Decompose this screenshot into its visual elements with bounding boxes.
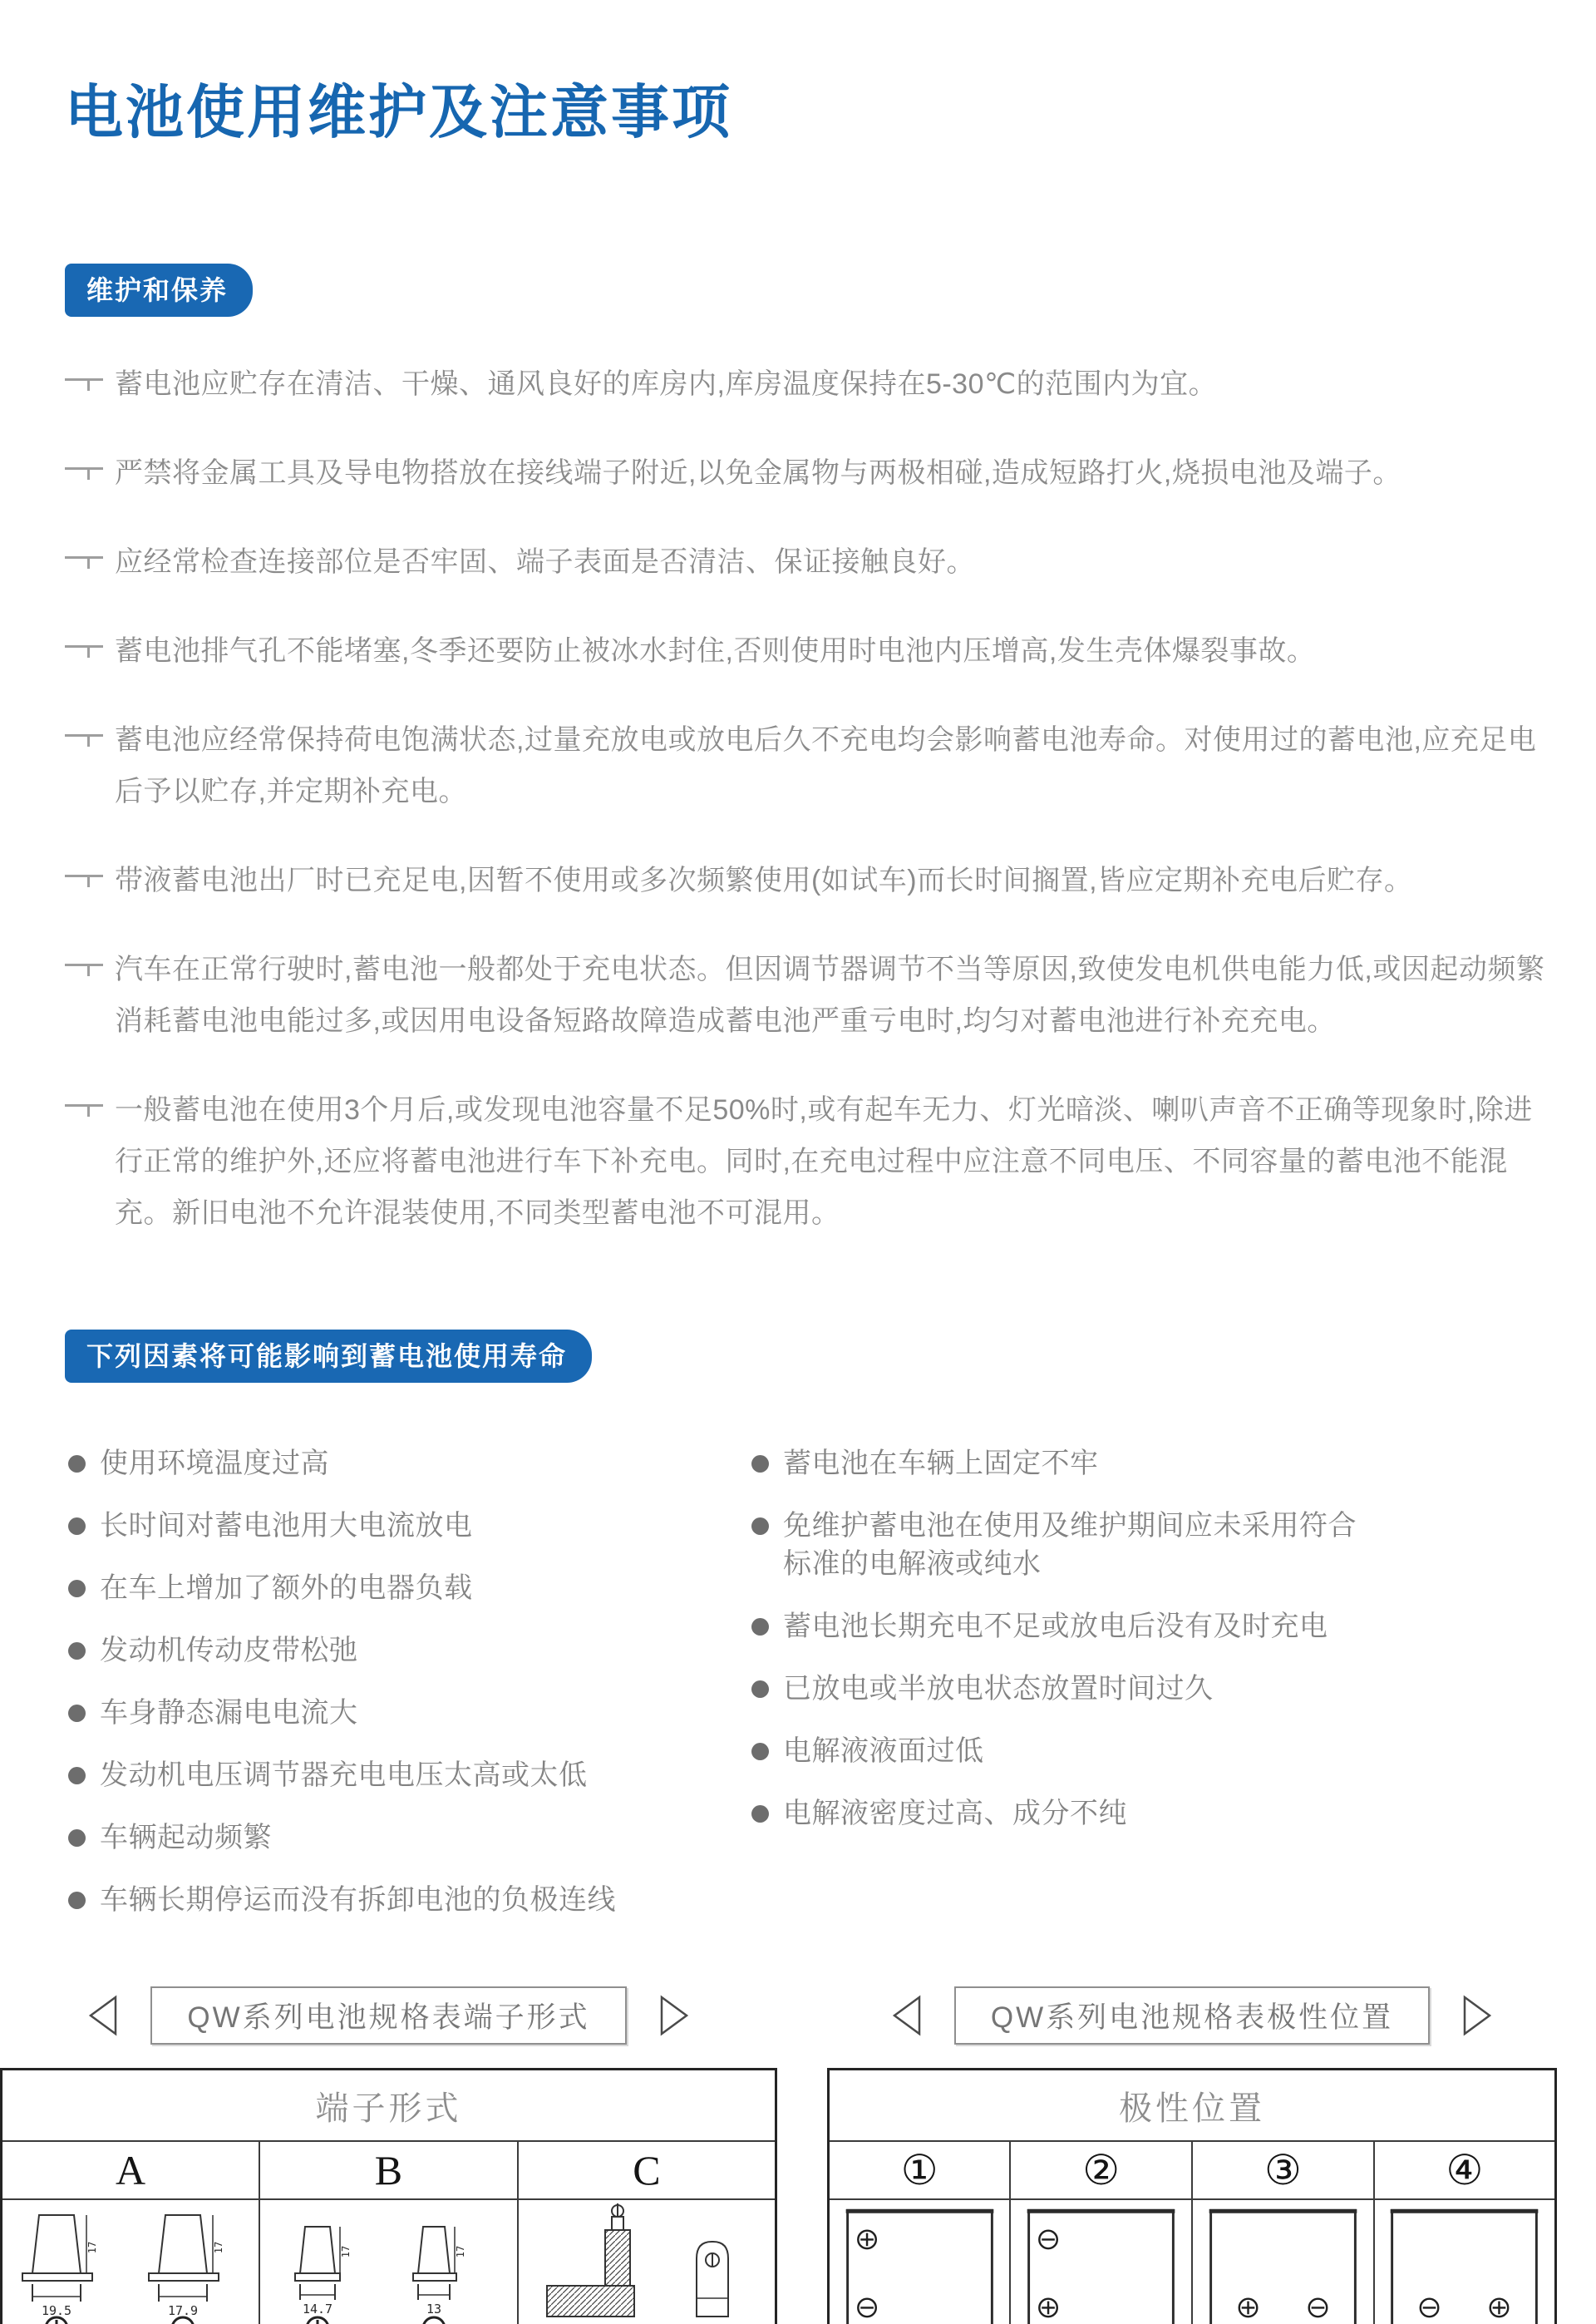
factors-left-column — [68, 1444, 751, 1943]
bullet-dot-icon — [68, 1767, 86, 1784]
maintenance-badge: 维护和保养 — [65, 264, 253, 317]
terminal-nav — [0, 1986, 777, 2045]
list-item — [68, 1756, 751, 1794]
terminal-table-title: 端子形式 — [2, 2070, 776, 2142]
factors-right-column — [751, 1444, 1367, 1943]
minus-terminal-icon — [1309, 2299, 1327, 2317]
list-item — [68, 1881, 751, 1919]
spec-tables-section — [0, 1986, 1596, 2324]
factors-columns — [68, 1444, 1546, 1943]
terminal-a-drawing — [6, 2200, 255, 2324]
minus-terminal-icon — [172, 2317, 194, 2324]
minus-terminal-icon — [1039, 2231, 1057, 2248]
dash-tick-icon — [65, 645, 103, 660]
maintenance-item-text: 蓄电池应贮存在清洁、干燥、通风良好的库房内,库房温度保持在5-30℃的范围内为宜。 — [115, 368, 1218, 400]
dash-tick-icon — [65, 734, 103, 749]
maintenance-item — [65, 447, 1546, 499]
terminal-table — [0, 2068, 777, 2324]
polarity-4-diagram — [1379, 2200, 1549, 2324]
terminal-c-cell — [518, 2199, 776, 2324]
bullet-dot-icon — [751, 1455, 769, 1473]
plus-terminal-icon — [1039, 2299, 1057, 2317]
maintenance-item-text: 一般蓄电池在使用3个月后,或发现电池容量不足50%时,或有起车无力、灯光暗淡、喇叭声音不正确等现象时,除进行正常的维护外,还应将蓄电池进行车下补充电。同时,在充电过程中应注意不同电压、不同容量的蓄电池不能混充。新旧电池不允许混装使用,不同类型蓄电池不可混用。 — [115, 1094, 1533, 1229]
polarity-2-cell — [1010, 2199, 1192, 2324]
list-item — [751, 1507, 1367, 1583]
bullet-dot-icon — [68, 1580, 86, 1597]
polarity-col-4: ④ — [1374, 2141, 1556, 2199]
maintenance-item — [65, 358, 1546, 410]
maintenance-item — [65, 625, 1546, 677]
polarity-1-cell — [829, 2199, 1011, 2324]
polarity-nav — [827, 1986, 1557, 2045]
factor-text: 长时间对蓄电池用大电流放电 — [100, 1510, 473, 1542]
bullet-dot-icon — [68, 1705, 86, 1722]
bullet-dot-icon — [68, 1829, 86, 1847]
polarity-table — [827, 2068, 1557, 2324]
maintenance-item — [65, 536, 1546, 588]
maintenance-list — [65, 358, 1546, 1239]
bullet-dot-icon — [751, 1743, 769, 1760]
dash-tick-icon — [65, 556, 103, 571]
factor-text: 使用环境温度过高 — [100, 1448, 329, 1479]
bullet-dot-icon — [751, 1805, 769, 1823]
list-item — [68, 1569, 751, 1607]
dim-label: 17 — [213, 2241, 225, 2254]
minus-terminal-icon — [423, 2317, 445, 2324]
list-item — [68, 1444, 751, 1483]
bullet-dot-icon — [751, 1517, 769, 1535]
maintenance-item-text: 蓄电池排气孔不能堵塞,冬季还要防止被冰水封住,否则使用时电池内压增高,发生壳体爆裂事故。 — [115, 635, 1316, 667]
polarity-col-2: ② — [1010, 2141, 1192, 2199]
list-item — [751, 1607, 1367, 1646]
maintenance-item-text: 严禁将金属工具及导电物搭放在接线端子附近,以免金属物与两极相碰,造成短路打火,烧损电池及端子。 — [115, 457, 1401, 489]
polarity-nav-label: QW系列电池规格表极性位置 — [954, 1986, 1430, 2045]
plus-terminal-icon — [1490, 2299, 1508, 2317]
dash-tick-icon — [65, 875, 103, 890]
maintenance-item-text: 汽车在正常行驶时,蓄电池一般都处于充电状态。但因调节器调节不当等原因,致使发电机供电能力低,或因起动频繁消耗蓄电池电能过多,或因用电设备短路故障造成蓄电池严重亏电时,均匀对蓄电池进行补充充电。 — [115, 954, 1545, 1037]
list-item — [68, 1818, 751, 1857]
page-title: 电池使用维护及注意事项 — [65, 80, 732, 145]
dash-tick-icon — [65, 1104, 103, 1119]
list-item — [751, 1794, 1367, 1833]
list-item — [751, 1732, 1367, 1770]
maintenance-item-text: 带液蓄电池出厂时已充足电,因暂不使用或多次频繁使用(如试车)而长时间搁置,皆应定期补充电后贮存。 — [115, 865, 1413, 896]
list-item — [68, 1694, 751, 1732]
nav-left-arrow-icon[interactable] — [87, 1995, 119, 2036]
factor-text: 车辆起动频繁 — [100, 1822, 272, 1853]
terminal-a-cell — [2, 2199, 260, 2324]
nav-right-arrow-icon[interactable] — [658, 1995, 690, 2036]
list-item — [751, 1670, 1367, 1708]
factor-text: 电解液密度过高、成分不纯 — [783, 1798, 1127, 1829]
factor-text: 发动机传动皮带松弛 — [100, 1635, 358, 1666]
maintenance-item-text: 应经常检查连接部位是否牢固、端子表面是否清洁、保证接触良好。 — [115, 546, 975, 578]
bullet-dot-icon — [68, 1455, 86, 1473]
maintenance-item — [65, 714, 1546, 817]
bullet-dot-icon — [68, 1517, 86, 1535]
nav-right-arrow-icon[interactable] — [1461, 1995, 1493, 2036]
terminal-b-cell — [259, 2199, 518, 2324]
dim-label: 19.5 — [42, 2303, 72, 2318]
dim-label: 17 — [86, 2241, 99, 2254]
minus-terminal-icon — [1421, 2299, 1438, 2317]
dim-label: 17 — [455, 2245, 467, 2258]
maintenance-item — [65, 855, 1546, 906]
bullet-dot-icon — [68, 1642, 86, 1660]
terminal-col-b: B — [259, 2141, 518, 2199]
dash-tick-icon — [65, 378, 103, 393]
dim-label: 14.7 — [303, 2302, 333, 2317]
plus-terminal-icon — [858, 2231, 875, 2248]
polarity-3-diagram — [1198, 2200, 1368, 2324]
factor-text: 车身静态漏电电流大 — [100, 1697, 358, 1729]
bullet-dot-icon — [68, 1892, 86, 1909]
nav-left-arrow-icon[interactable] — [891, 1995, 923, 2036]
polarity-section — [827, 1986, 1557, 2324]
polarity-4-cell — [1374, 2199, 1556, 2324]
factor-text: 在车上增加了额外的电器负载 — [100, 1572, 473, 1604]
maintenance-item — [65, 944, 1546, 1047]
polarity-1-diagram — [835, 2200, 1005, 2324]
plus-terminal-icon — [46, 2317, 67, 2324]
polarity-col-1: ① — [829, 2141, 1011, 2199]
terminal-c-drawing — [522, 2200, 771, 2324]
terminal-col-a: A — [2, 2141, 260, 2199]
maintenance-item — [65, 1084, 1546, 1239]
factor-text: 电解液液面过低 — [783, 1735, 984, 1767]
polarity-table-title: 极性位置 — [829, 2070, 1556, 2142]
dim-label: 17.9 — [168, 2303, 199, 2318]
polarity-3-cell — [1192, 2199, 1374, 2324]
factor-text: 已放电或半放电状态放置时间过久 — [783, 1673, 1214, 1705]
factor-text: 蓄电池长期充电不足或放电后没有及时充电 — [783, 1611, 1328, 1642]
dash-tick-icon — [65, 964, 103, 979]
list-item — [68, 1631, 751, 1670]
bullet-dot-icon — [751, 1618, 769, 1636]
factor-text: 蓄电池在车辆上固定不牢 — [783, 1448, 1099, 1479]
factor-text: 车辆长期停运而没有拆卸电池的负极连线 — [100, 1884, 616, 1916]
maintenance-item-text: 蓄电池应经常保持荷电饱满状态,过量充放电或放电后久不充电均会影响蓄电池寿命。对使用过的蓄电池,应充足电后予以贮存,并定期补充电。 — [115, 724, 1537, 807]
polarity-col-3: ③ — [1192, 2141, 1374, 2199]
dash-tick-icon — [65, 467, 103, 482]
list-item — [68, 1507, 751, 1545]
bullet-dot-icon — [751, 1680, 769, 1698]
terminal-b-drawing — [264, 2200, 513, 2324]
dim-label: 17 — [340, 2245, 352, 2258]
minus-terminal-icon — [858, 2299, 875, 2317]
terminal-section — [0, 1986, 777, 2324]
plus-terminal-icon — [1239, 2299, 1257, 2317]
factor-text: 发动机电压调节器充电电压太高或太低 — [100, 1759, 588, 1791]
dim-label: 13 — [426, 2302, 442, 2317]
factor-text: 免维护蓄电池在使用及维护期间应未采用符合标准的电解液或纯水 — [783, 1510, 1357, 1580]
factors-badge: 下列因素将可能影响到蓄电池使用寿命 — [65, 1330, 592, 1383]
plus-terminal-icon — [307, 2317, 328, 2324]
terminal-col-c: C — [518, 2141, 776, 2199]
list-item — [751, 1444, 1367, 1483]
terminal-nav-label: QW系列电池规格表端子形式 — [150, 1986, 626, 2045]
polarity-2-diagram — [1016, 2200, 1186, 2324]
